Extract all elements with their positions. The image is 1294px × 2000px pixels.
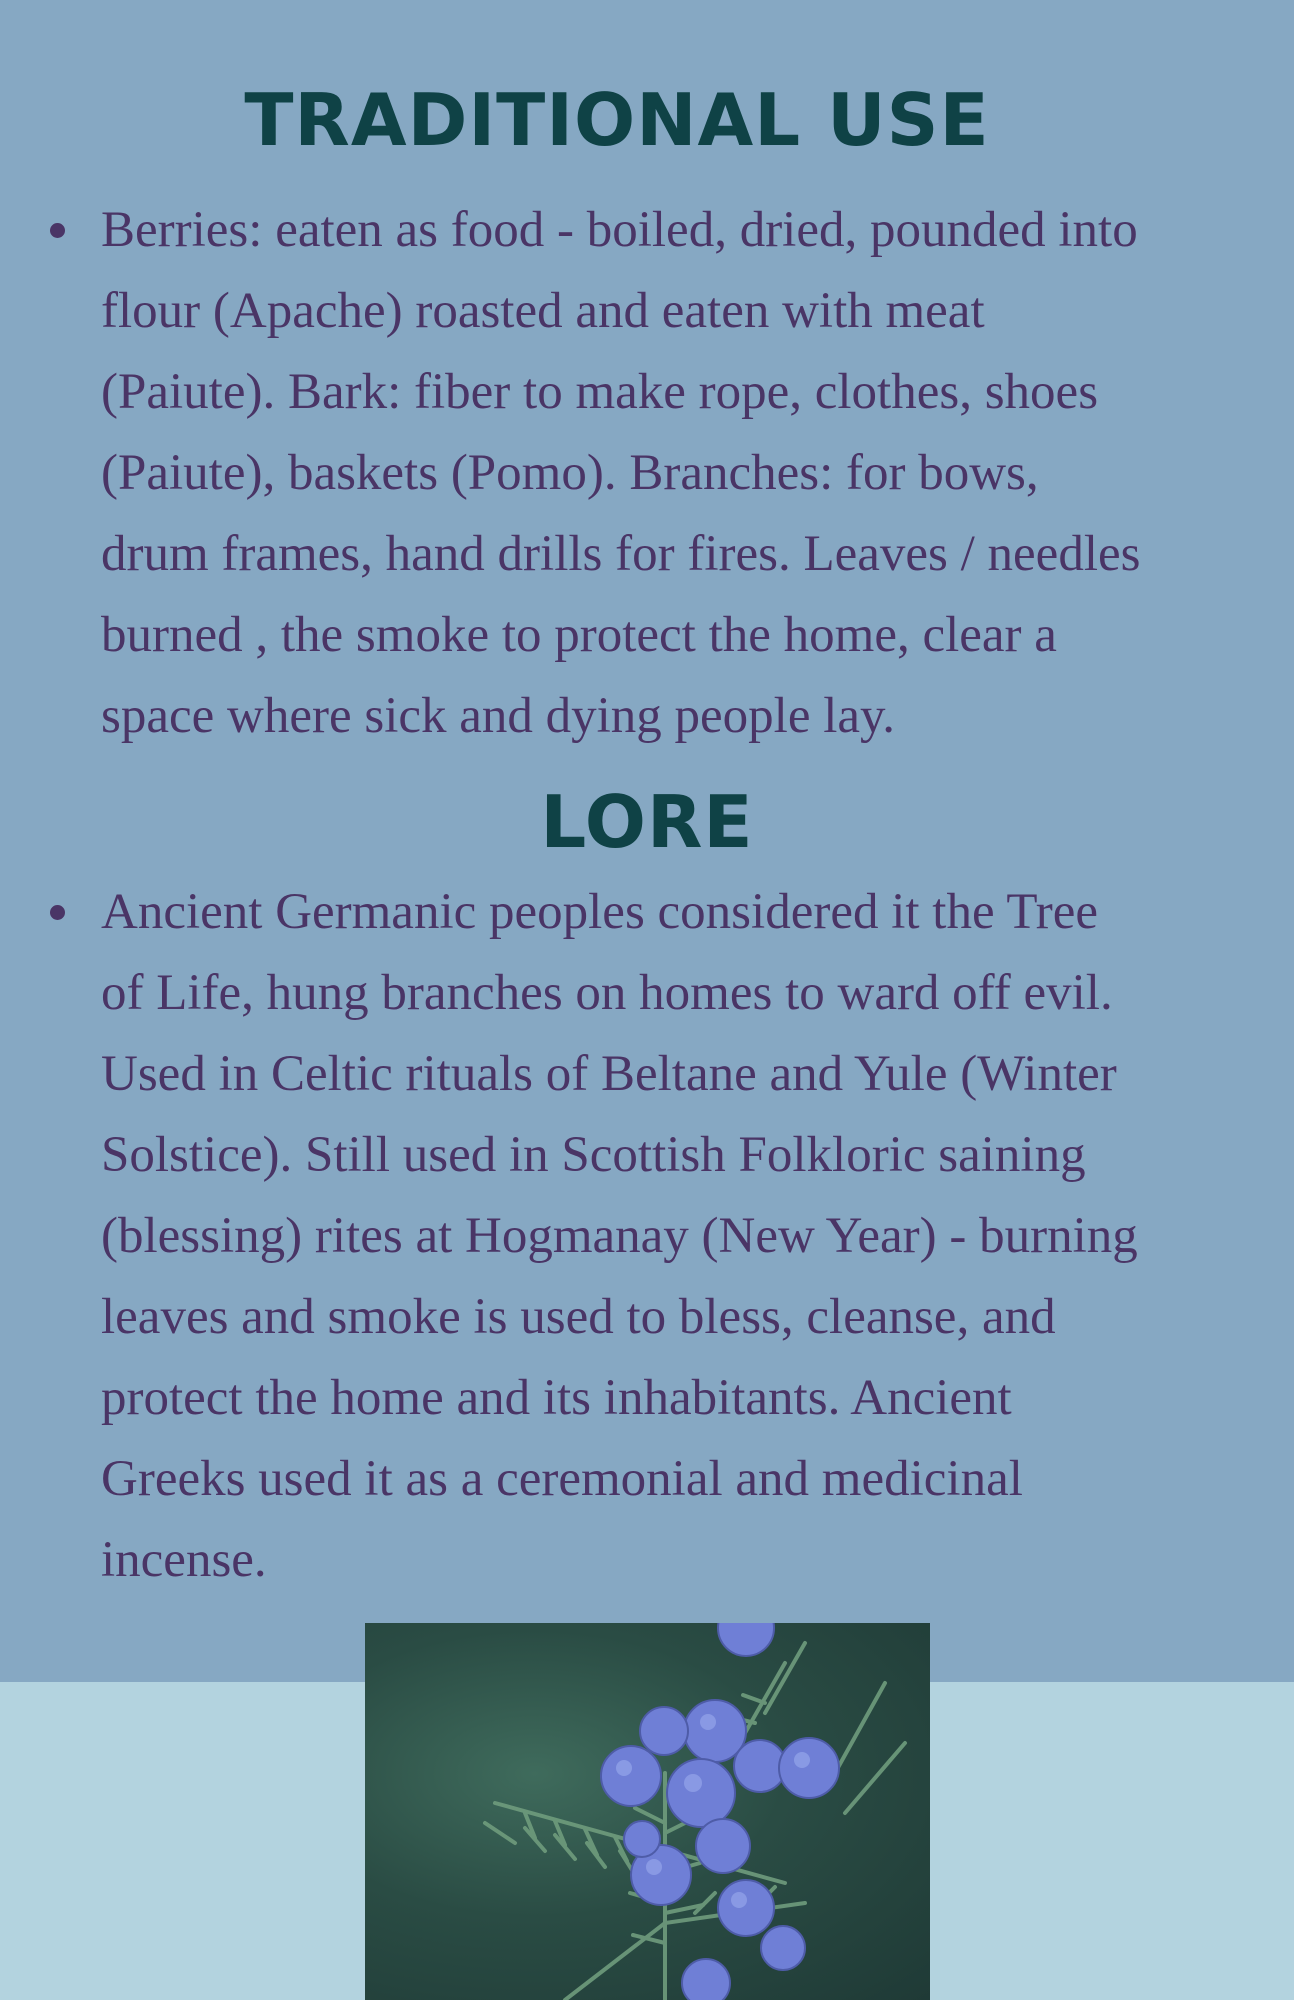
traditional-use-text: Berries: eaten as food - boiled, dried, pounded into flour (Apache) roasted and eaten with meat (Paiute). Bark: fiber to make rope, clothes, shoes (Paiute), baskets (Pomo). Branches: for bows, drum frames, hand drills for fires. Leaves / needles burned , the smoke to protect the home, clear a space where sick and dying people lay. xyxy=(101,202,1141,744)
lore-text: Ancient Germanic peoples considered it the Tree of Life, hung branches on homes to ward off evil. Used in Celtic rituals of Beltane and Yule (Winter Solstice). Still used in Scottish Folkloric saining (blessing) rites at Hogmanay (New Year) - burning leaves and smoke is used to bless, cleanse, and protect the home and its inhabitants. Ancient Greeks used it as a ceremonial and medicinal incense. xyxy=(101,884,1138,1588)
bullet-icon xyxy=(50,905,65,920)
juniper-berries-photo xyxy=(365,1623,930,2000)
section-title-lore: LORE xyxy=(540,780,754,864)
juniper-illustration xyxy=(365,1623,930,2000)
section-title-traditional-use: TRADITIONAL USE xyxy=(244,78,990,162)
bullet-icon xyxy=(50,223,65,238)
